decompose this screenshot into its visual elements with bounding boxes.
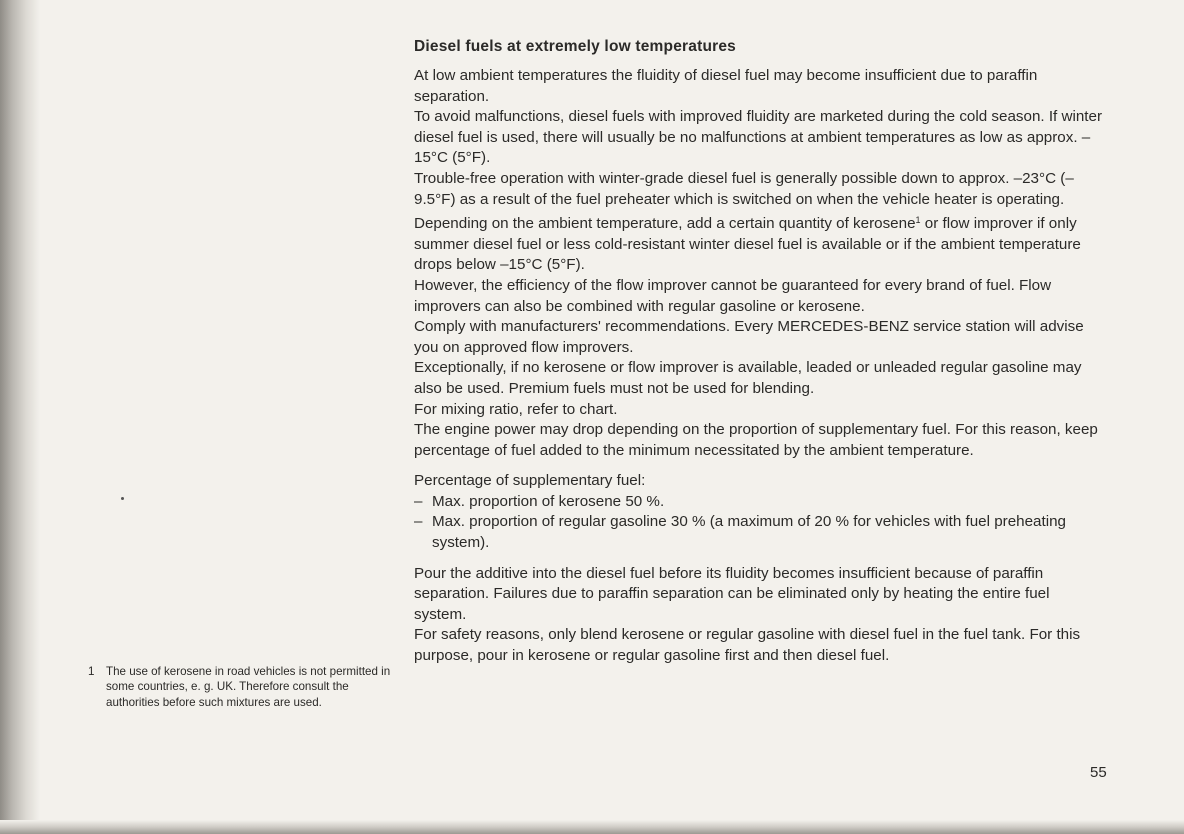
list-item-text: Max. proportion of regular gasoline 30 % (a maximum of 20 % for vehicles with fuel preheating system). <box>432 513 1066 552</box>
dash-bullet: – <box>414 513 423 531</box>
dash-bullet: – <box>414 492 423 510</box>
list-item <box>414 512 1104 553</box>
page-bottom-edge <box>0 820 1184 834</box>
paragraph-winter-diesel: To avoid malfunctions, diesel fuels with improved fluidity are marketed during the cold season. If winter diesel fuel is used, there will usually be no malfunctions at ambient temperatures as low as approx. –15°C (5°F). <box>414 108 1102 167</box>
paragraph-kerosene <box>414 210 1104 276</box>
footnote <box>88 664 398 710</box>
paragraph-safety: For safety reasons, only blend kerosene or regular gasoline with diesel fuel in the fuel tank. For this purpose, pour in kerosene or regular gasoline first and then diesel fuel. <box>414 626 1081 665</box>
footnote-marker: 1 <box>915 215 921 226</box>
book-spine-shadow <box>0 0 40 834</box>
footnote-number: 1 <box>88 665 95 678</box>
main-text-column <box>414 38 1104 667</box>
paper-speck <box>121 497 124 500</box>
paragraph-efficiency: However, the efficiency of the flow improver cannot be guaranteed for every brand of fuel. Flow improvers can also be combined with regular gasoline or kerosene. <box>414 276 1052 315</box>
paragraph-manufacturers: Comply with manufacturers' recommendations. Every MERCEDES-BENZ service station will advise you on approved flow improvers. <box>414 318 1084 356</box>
supplementary-list <box>414 492 1104 554</box>
kerosene-text-cont: or flow improver if only summer diesel fuel or less cold-resistant winter diesel fuel is available or if the ambient temperature drops below –15°C (5°F). <box>414 215 1081 274</box>
supplementary-intro: Percentage of supplementary fuel: <box>414 472 646 490</box>
kerosene-text: Depending on the ambient temperature, add a certain quantity of kerosene <box>414 215 916 233</box>
paragraph-fuel-preheater: Trouble-free operation with winter-grade diesel fuel is generally possible down to approx. –23°C (–9.5°F) as a result of the fuel preheater which is switched on when the vehicle heater is operating. <box>414 169 1074 208</box>
paragraph-engine-power: The engine power may drop depending on the proportion of supplementary fuel. For this reason, keep percentage of fuel added to the minimum necessitated by the ambient temperature. <box>414 421 1098 459</box>
section-heading: Diesel fuels at extremely low temperatures <box>414 38 736 55</box>
paragraph-additive: Pour the additive into the diesel fuel before its fluidity becomes insufficient because of paraffin separation. Failures due to paraffin separation can be eliminated only by heating the entire fuel system. <box>414 564 1050 623</box>
paragraph-gasoline: Exceptionally, if no kerosene or flow improver is available, leaded or unleaded regular gasoline may also be used. Premium fuels must not be used for blending. <box>414 359 1082 397</box>
list-item <box>414 492 1104 513</box>
paragraph-mixing-ratio: For mixing ratio, refer to chart. <box>414 400 618 418</box>
page-number: 55 <box>1090 764 1107 781</box>
footnote-text: The use of kerosene in road vehicles is not permitted in some countries, e. g. UK. Therefore consult the authorities before such mixtures are used. <box>106 665 391 709</box>
paragraph-fluidity: At low ambient temperatures the fluidity of diesel fuel may become insufficient due to paraffin separation. <box>414 67 1038 105</box>
list-item-text: Max. proportion of kerosene 50 %. <box>432 492 665 510</box>
